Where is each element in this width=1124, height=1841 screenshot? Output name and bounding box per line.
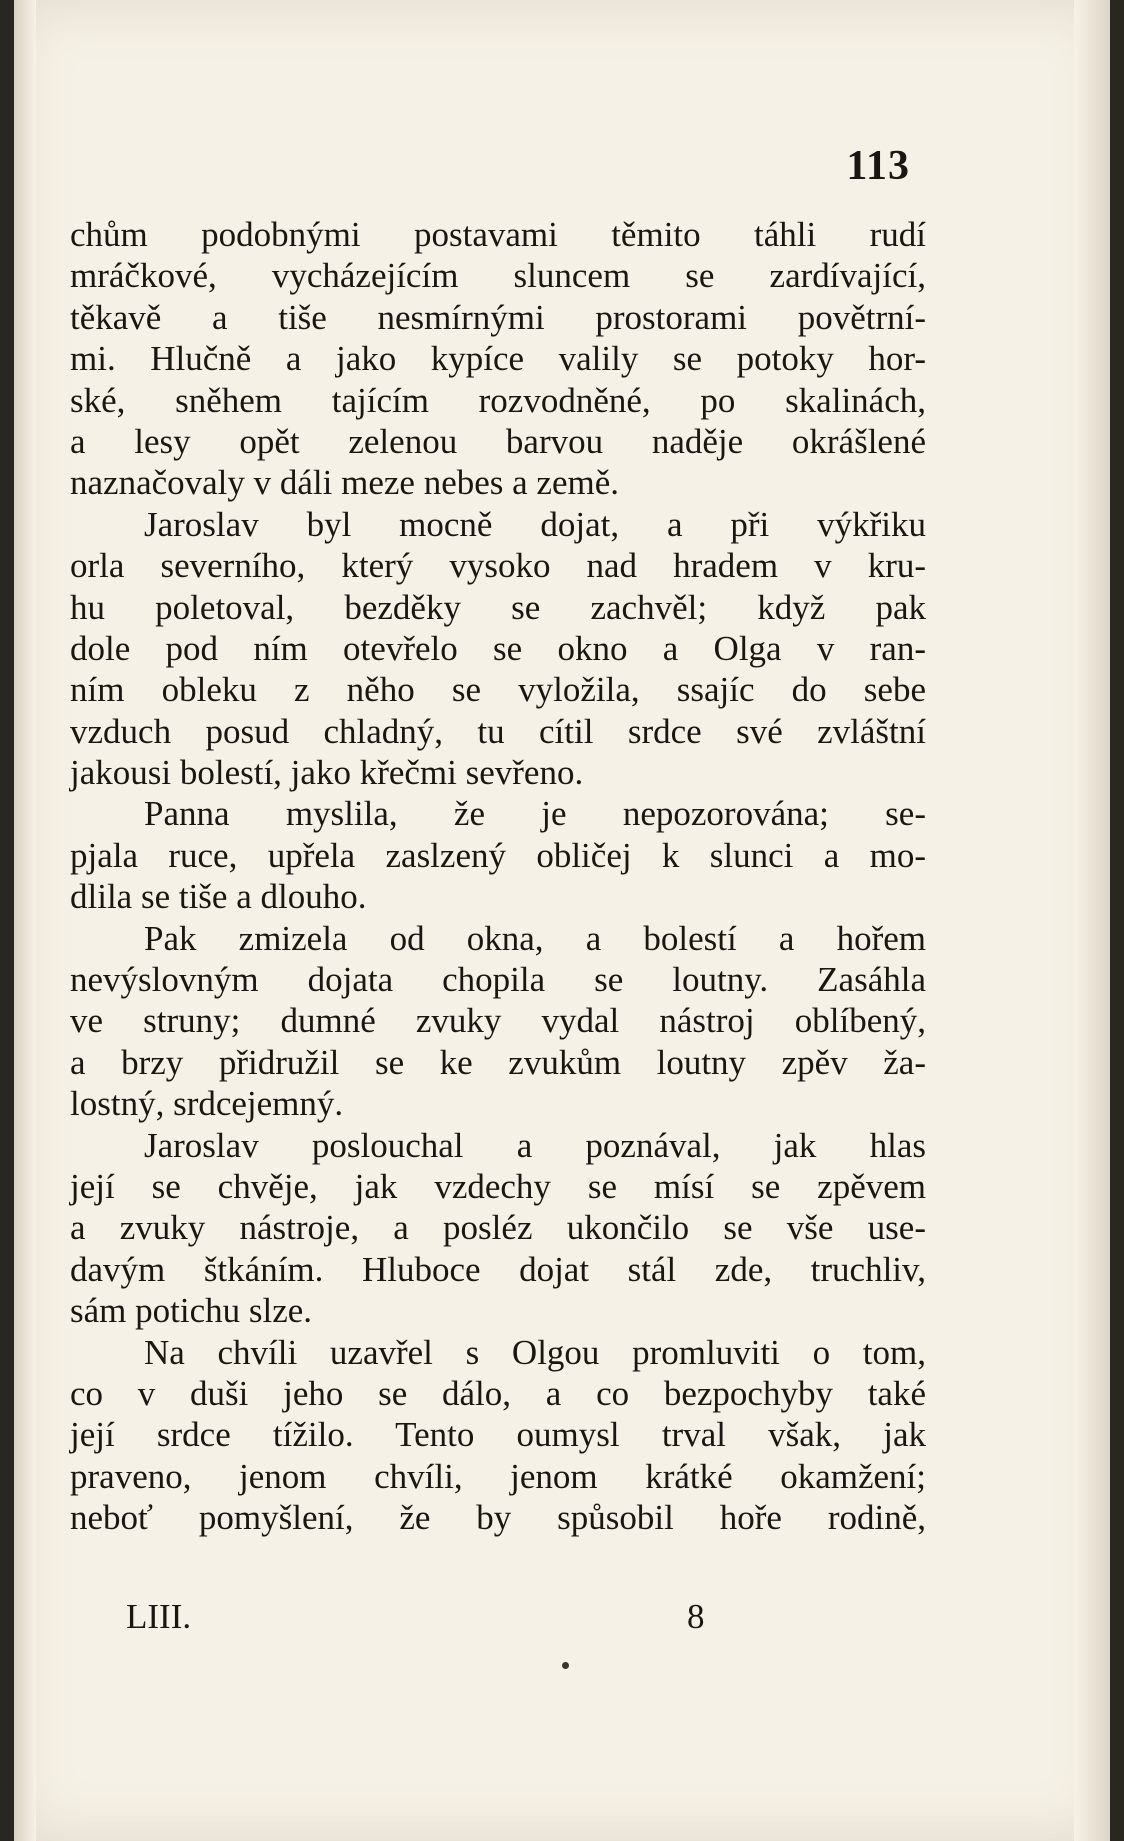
paragraph (70, 1332, 926, 1539)
text-line: ve struny; dumné zvuky vydal nástroj oblíbený, (70, 1001, 926, 1041)
text-line: co v duši jeho se dálo, a co bezpochyby také (70, 1373, 926, 1413)
text-line: mi. Hlučně a jako kypíce valily se potoky hor- (70, 339, 926, 379)
text-line: davým štkáním. Hluboce dojat stál zde, truchliv, (70, 1249, 926, 1289)
text-line: a brzy přidružil se ke zvukům loutny zpěv ža- (70, 1042, 926, 1082)
paragraph (70, 1125, 926, 1332)
page-number: 113 (846, 143, 910, 189)
text-line: její se chvěje, jak vzdechy se mísí se zpěvem (70, 1166, 926, 1206)
text-line: naznačovaly v dáli meze nebes a země. (70, 463, 620, 503)
text-line: chům podobnými postavami těmito táhli rudí (70, 215, 926, 254)
text-line: jakousi bolestí, jako křečmi sevřeno. (70, 753, 584, 793)
text-line: těkavě a tiše nesmírnými prostorami povětrní- (70, 297, 926, 337)
page-edge-shadow (1074, 0, 1110, 1841)
text-line: mráčkové, vycházejícím sluncem se zardívající, (70, 256, 926, 296)
text-line: vzduch posud chladný, tu cítil srdce své zvláštní (70, 711, 926, 751)
book-page (14, 0, 1110, 1841)
text-line: ním obleku z něho se vyložila, ssajíc do sebe (70, 670, 926, 710)
text-line: dole pod ním otevřelo se okno a Olga v ran- (70, 628, 926, 668)
text-line: Jaroslav poslouchal a poznával, jak hlas (144, 1125, 926, 1165)
text-line: sám potichu slze. (70, 1291, 313, 1331)
text-line: a zvuky nástroje, a posléz ukončilo se vše use- (70, 1208, 926, 1248)
paragraph (70, 793, 926, 917)
text-line: dlila se tiše a dlouho. (70, 877, 367, 917)
text-line: neboť pomyšlení, že by spůsobil hoře rodině, (70, 1498, 926, 1538)
paragraph (70, 504, 926, 794)
text-line: lostný, srdcejemný. (70, 1084, 344, 1124)
signature-number: 8 (687, 1597, 705, 1636)
text-line: praveno, jenom chvíli, jenom krátké okamžení; (70, 1456, 926, 1496)
text-line: orla severního, který vysoko nad hradem v kru- (70, 546, 926, 586)
text-line: ské, sněhem tajícím rozvodněné, po skalinách, (70, 380, 926, 420)
text-line: pjala ruce, upřela zaslzený obličej k slunci a mo- (70, 835, 926, 875)
paragraph (70, 214, 926, 504)
text-line: a lesy opět zelenou barvou naděje okrášlené (70, 421, 926, 461)
paragraph (70, 918, 926, 1125)
text-line: Panna myslila, že je nepozorována; se- (144, 794, 926, 834)
text-line: její srdce tížilo. Tento oumysl trval však, jak (70, 1415, 926, 1455)
text-line: hu poletoval, bezděky se zachvěl; když pak (70, 587, 926, 627)
page-spine-shadow (14, 0, 36, 1841)
body-text (70, 214, 926, 1539)
text-line: Pak zmizela od okna, a bolestí a hořem (144, 918, 926, 958)
print-speck (562, 1662, 569, 1669)
signature-mark: LIII. (126, 1597, 192, 1636)
page-footer (70, 1597, 926, 1641)
text-line: Jaroslav byl mocně dojat, a při výkřiku (144, 504, 926, 544)
text-line: nevýslovným dojata chopila se loutny. Zasáhla (70, 960, 926, 1000)
text-line: Na chvíli uzavřel s Olgou promluviti o tom, (144, 1332, 926, 1372)
